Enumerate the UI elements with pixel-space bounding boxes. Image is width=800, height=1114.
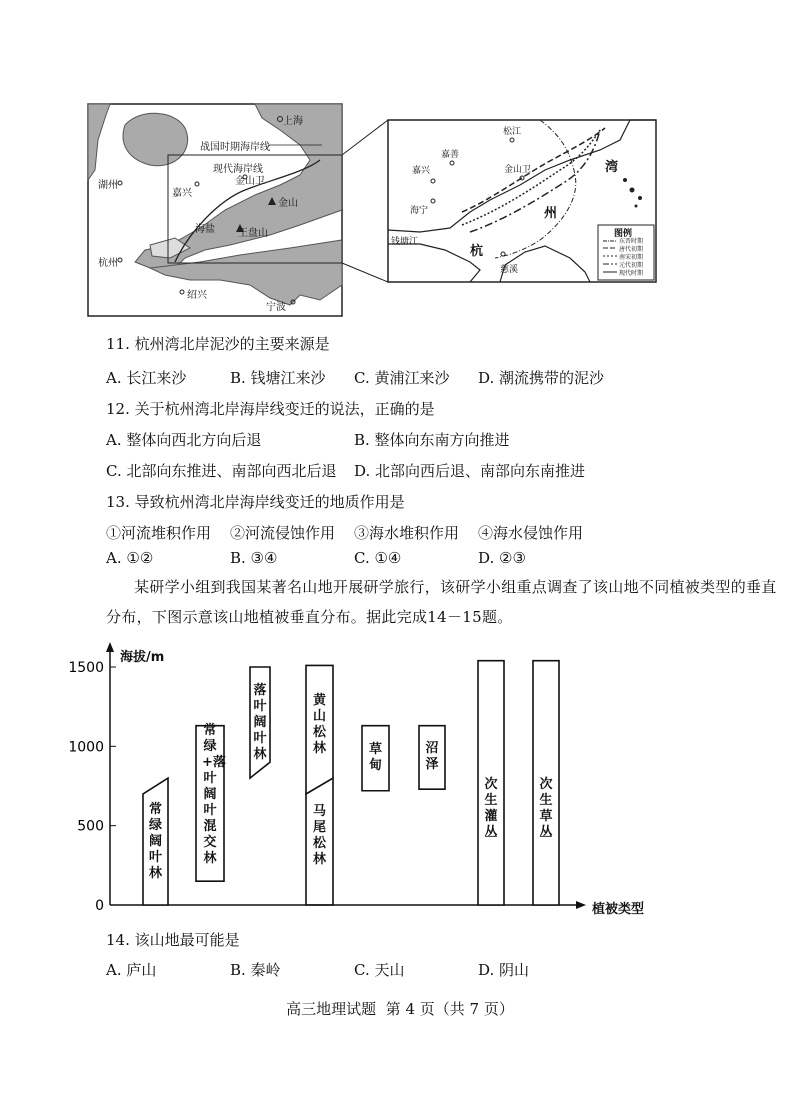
map-label-jiashan: 嘉善 [441, 150, 460, 160]
question-11-option-b[interactable]: B. 钱塘江来沙 [230, 369, 326, 387]
question-12-option-d[interactable]: D. 北部向西后退、南部向东南推进 [354, 462, 586, 480]
x-axis-label: 植被类型 [592, 902, 645, 917]
passage-paragraph: 某研学小组到我国某著名山地开展研学旅行，该研学小组重点调查了该山地不同植被类型的垂直分布，下图示意该山地植被垂直分布。据此完成14－15题。 [106, 578, 777, 626]
map-label-ningbo: 宁波 [266, 302, 286, 313]
legend-item: 唐代初期 [619, 246, 644, 253]
question-14-option-a[interactable]: A. 庐山 [106, 961, 157, 979]
map-label-jinshanwei: 金山卫 [235, 176, 265, 187]
map-label-cixi: 慈溪 [500, 265, 519, 275]
question-13-choice-1: ①河流堆积作用 [106, 524, 212, 542]
legend-item: 元代初期 [619, 262, 644, 269]
question-13-stem: 13. 导致杭州湾北岸海岸线变迁的地质作用是 [106, 493, 405, 511]
question-12-option-c[interactable]: C. 北部向东推进、南部向西北后退 [106, 462, 337, 480]
question-13-choice-3: ③海水堆积作用 [354, 524, 460, 542]
map-label-huzhou: 湖州 [98, 180, 118, 191]
question-14-option-c[interactable]: C. 天山 [354, 961, 405, 979]
question-13-option-c[interactable]: C. ①④ [354, 549, 402, 567]
question-12-stem: 12. 关于杭州湾北岸海岸线变迁的说法，正确的是 [106, 400, 435, 418]
y-axis-arrow [106, 642, 114, 652]
map-label-hangzhou: 杭州 [98, 258, 118, 269]
map-label-shanghai: 上海 [283, 116, 303, 127]
map-label-zhou: 州 [544, 206, 558, 221]
question-14-stem: 14. 该山地最可能是 [106, 931, 240, 949]
question-12-option-b[interactable]: B. 整体向东南方向推进 [354, 431, 510, 449]
vegetation-bar-label: 常绿阔叶林 [148, 801, 162, 881]
map-label-songjiang: 松江 [503, 127, 522, 137]
vegetation-bar-label: 黄山松林 [312, 693, 326, 756]
map-label-shaoxing: 绍兴 [187, 290, 207, 301]
vegetation-bar-label: 次生草丛 [539, 777, 553, 840]
question-13-choice-2: ②河流侵蚀作用 [230, 524, 336, 542]
map-label-jinshanwei-right: 金山卫 [504, 165, 532, 175]
question-12-option-a[interactable]: A. 整体向西北方向后退 [106, 431, 262, 449]
map-label-modern-coast: 现代海岸线 [213, 164, 263, 175]
map-label-jiaxing: 嘉兴 [172, 188, 192, 199]
legend-item: 东晋时期 [619, 238, 644, 245]
map-label-hang: 杭 [470, 244, 484, 259]
vegetation-bar-label: 常绿+落叶阔叶混交林 [202, 723, 226, 867]
question-11-option-a[interactable]: A. 长江来沙 [106, 369, 187, 387]
map-label-wan: 湾 [605, 160, 619, 175]
y-axis-label: 海拔/m [120, 650, 165, 665]
legend-item: 南宋初期 [619, 254, 644, 261]
question-11-stem: 11. 杭州湾北岸泥沙的主要来源是 [106, 335, 330, 353]
question-13-choice-4: ④海水侵蚀作用 [478, 524, 584, 542]
chart-axes [106, 642, 586, 909]
map-label-warring-states-coast: 战国时期海岸线 [200, 142, 270, 153]
page-footer: 高三地理试题 第 4 页（共 7 页） [286, 1000, 514, 1018]
y-tick-label: 1000 [68, 739, 104, 756]
vegetation-bar-label: 次生灌丛 [484, 777, 498, 840]
question-13-option-d[interactable]: D. ②③ [478, 549, 526, 567]
question-11-option-c[interactable]: C. 黄浦江来沙 [354, 369, 450, 387]
map-label-jiaxing-right: 嘉兴 [412, 166, 431, 176]
y-tick-label: 0 [95, 898, 104, 914]
vegetation-bar-label: 马尾松林 [312, 803, 326, 867]
vegetation-bar-label: 落叶阔叶林 [253, 682, 267, 762]
map-label-jinshan: 金山 [278, 198, 298, 209]
map-label-haining: 海宁 [410, 206, 429, 216]
legend-title: 图例 [614, 229, 633, 239]
legend-item: 现代时期 [619, 270, 644, 277]
y-tick-label: 1500 [68, 660, 104, 676]
vegetation-chart [60, 640, 680, 930]
map-label-wangpanshan: 王盘山 [238, 228, 268, 239]
question-13-option-a[interactable]: A. ①② [106, 549, 154, 567]
vegetation-bar-label: 草甸 [368, 742, 382, 774]
map-label-haiyan: 海盐 [195, 224, 215, 235]
question-11-option-d[interactable]: D. 潮流携带的泥沙 [478, 369, 605, 387]
vegetation-bar-label: 沼泽 [425, 741, 439, 773]
question-14-option-d[interactable]: D. 阴山 [478, 961, 530, 979]
y-tick-label: 500 [77, 818, 104, 835]
x-axis-arrow [576, 901, 586, 909]
question-14-option-b[interactable]: B. 秦岭 [230, 961, 281, 979]
map-label-qiantangjiang: 钱塘江 [391, 237, 419, 247]
map-figure [0, 0, 800, 330]
question-13-option-b[interactable]: B. ③④ [230, 549, 278, 567]
